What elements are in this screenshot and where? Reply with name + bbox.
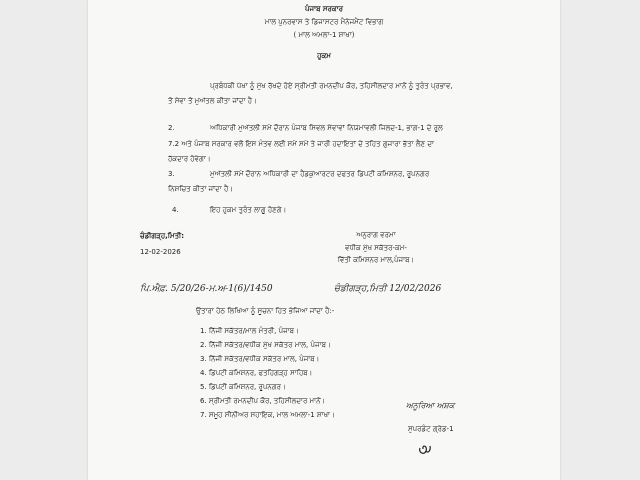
header-branch: ( ਮਾਲ ਅਮਲਾ-1 ਸ਼ਾਖਾ) [293,31,355,39]
endorsement-intro: ਉਤਾਰਾ ਹੇਠ ਲਿਖਿਆ ਨੂੰ ਸੂਚਨਾ ਹਿਤ ਭੇਜਿਆ ਜਾਂਦਾ ਹੈ:- [196,307,335,315]
para3-number: 3. [168,170,175,178]
para2-number: 2. [168,124,175,132]
superintendent-designation: ਸੁਪਰਡੰਟ ਗ੍ਰੇਡ-1 [408,425,454,433]
reference-number: ਪਿ.ਐਫ਼. 5/20/26-ਮ.ਅ-1(6)/1450 [140,284,273,294]
order-title: ਹੁਕਮ [317,52,331,60]
signatory-designation-1: ਵਧੀਕ ਮੁੱਖ ਸਕੱਤਰ-ਕਮ- [345,244,407,252]
recipient-item: 7. ਸਮੂਹ ਸੀਨੀਅਰ ਸਹਾਇਕ, ਮਾਲ ਅਮਲਾ-1 ਸ਼ਾਖਾ। [200,411,335,419]
para2-line2: 7.2 ਅਤੇ ਪੰਜਾਬ ਸਰਕਾਰ ਵਲੋਂ ਇਸ ਮੰਤਵ ਲਈ ਸਮੇਂ ਸਮੇਂ ਤੇ ਜਾਰੀ ਹਦਾਇਤਾਂ ਦੇ ਤਹਿਤ ਗੁਜਾਰਾ ਭੱਤਾ ਲੈਣ ਦਾ [168,140,434,148]
signatory-name: ਅਨੁਰਾਗ ਵਰਮਾ [356,231,396,239]
recipient-item: 2. ਨਿੱਜੀ ਸਕੱਤਰ/ਵਧੀਕ ਮੁੱਖ ਸਕੱਤਰ ਮਾਲ, ਪੰਜਾਬ। [200,341,331,349]
para2-line1: ਅਧਿਕਾਰੀ ਮੁਅੱਤਲੀ ਸਮੇਂ ਦੌਰਾਨ ਪੰਜਾਬ ਸਿਵਲ ਸੇਵਾਵਾਂ ਨਿਯਮਾਵਲੀ ਜਿਲਦ-1, ਭਾਗ-1 ਦੇ ਰੂਲ [210,124,443,132]
para3-line1: ਮੁਅੱਤਲੀ ਸਮੇਂ ਦੌਰਾਨ ਅਧਿਕਾਰੀ ਦਾ ਹੈਡਕੁਆਰਟਰ ਦਫਤਰ ਡਿਪਟੀ ਕਮਿਸ਼ਨਰ, ਰੂਪਨਗਰ [210,170,430,178]
superintendent-signature: ਅਨੂਰਿਆ ਅਸ਼ਕ [406,401,455,410]
recipient-item: 5. ਡਿਪਟੀ ਕਮਿਸ਼ਨਰ, ਰੂਪਨਗਰ। [200,383,286,391]
recipient-item: 3. ਨਿੱਜੀ ਸਕੱਤਰ/ਵਧੀਕ ਸਕੱਤਰ ਮਾਲ, ਪੰਜਾਬ। [200,355,320,363]
para1-line1: ਪ੍ਰਬੰਧਕੀ ਪੱਖਾ ਨੂੰ ਮੁੱਖ ਰੱਖਦੇ ਹੋਏ ਸ੍ਰੀਮਤੀ ਰਮਨਦੀਪ ਕੌਰ, ਤਹਿਸੀਲਦਾਰ ਮਾਨੋਂ ਨੂੰ ਤੁਰੰਤ ਪ੍ਰਭਾਵ, [210,82,453,90]
para4-number: 4. [172,206,179,214]
signature-scribble [416,436,434,458]
para2-line3: ਹੱਕਦਾਰ ਹੋਵੇਗਾ। [168,155,211,163]
para3-line2: ਨਿਸ਼ਚਿਤ ਕੀਤਾ ਜਾਂਦਾ ਹੈ। [168,185,233,193]
para1-line2: ਤੋਂ ਸੇਵਾ ਤੋਂ ਮੁਅੱਤਲ ਕੀਤਾ ਜਾਂਦਾ ਹੈ। [168,97,257,105]
recipient-item: 6. ਸ੍ਰੀਮਤੀ ਰਮਨਦੀਪ ਕੌਰ, ਤਹਿਸੀਲਦਾਰ ਮਾਨੋਂ। [200,397,326,405]
header-department: ਮਾਲ ਪੁਨਰਵਾਸ ਤੇ ਡਿਜਾਸਟਰ ਮੈਨੇਜਮੈਂਟ ਵਿਭਾਗ [264,18,384,26]
issue-date: 12-02-2026 [140,248,181,256]
issue-place: ਚੰਡੀਗੜ੍ਹ,ਮਿਤੀ: [140,232,185,240]
document-page [88,0,560,480]
header-government: ਪੰਜਾਬ ਸਰਕਾਰ [304,5,344,13]
reference-place-date: ਚੰਡੀਗੜ੍ਹ,ਮਿਤੀ 12/02/2026 [334,284,442,294]
recipient-item: 4. ਡਿਪਟੀ ਕਮਿਸ਼ਨਰ, ਫਤਹਿਗੜ੍ਹ ਸਾਹਿਬ। [200,369,313,377]
recipient-item: 1. ਨਿੱਜੀ ਸਕੱਤਰ/ਮਾਲ ਮੰਤਰੀ, ਪੰਜਾਬ। [200,327,299,335]
signatory-designation-2: ਵਿੱਤੀ ਕਮਿਸ਼ਨਰ ਮਾਲ,ਪੰਜਾਬ। [337,256,415,264]
para4-line1: ਇਹ ਹੁਕਮ ਤੁਰੰਤ ਲਾਗੂ ਹੋਣਗੇ। [210,206,287,214]
